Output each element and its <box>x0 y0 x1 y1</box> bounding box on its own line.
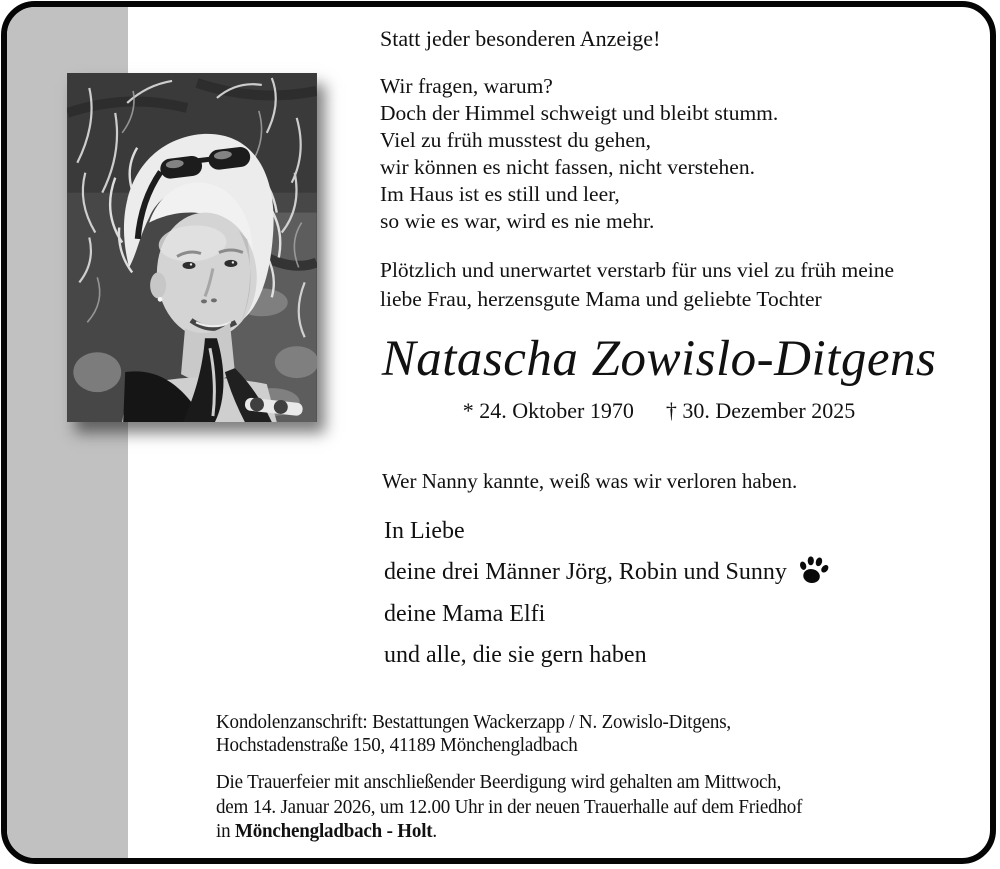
deceased-name: Natascha Zowislo-Ditgens <box>381 331 937 387</box>
funeral-location-suffix: . <box>432 820 437 843</box>
poem-line: so wie es war, wird es nie mehr. <box>380 209 655 233</box>
paw-print-icon <box>798 556 829 585</box>
condolence-line: Hochstadenstraße 150, 41189 Mönchengladbach <box>216 733 578 756</box>
poem-line: Wir fragen, warum? <box>380 74 553 98</box>
remembrance-line: Wer Nanny kannte, weiß was wir verloren haben. <box>382 469 798 493</box>
funeral-line: dem 14. Januar 2026, um 12.00 Uhr in der neuen Trauerhalle auf dem Friedhof <box>216 795 803 818</box>
mourner-line: In Liebe <box>384 518 465 544</box>
mourner-line: und alle, die sie gern haben <box>384 641 647 668</box>
mourner-line <box>384 552 829 593</box>
funeral-location: Mönchengladbach - Holt <box>234 820 433 843</box>
life-dates <box>378 398 940 424</box>
poem-line: wir können es nicht fassen, nicht verstehen. <box>380 155 755 179</box>
portrait-illustration <box>67 73 317 422</box>
death-date: † 30. Dezember 2025 <box>665 398 856 423</box>
intro-text <box>380 256 894 313</box>
mourner-line-text: deine drei Männer Jörg, Robin und Sunny <box>384 559 787 586</box>
funeral-line: Die Trauerfeier mit anschließender Beerdigung wird gehalten am Mittwoch, <box>216 771 782 793</box>
funeral-line <box>216 819 802 844</box>
birth-date: * 24. Oktober 1970 <box>462 398 634 423</box>
poem-line: Im Haus ist es still und leer, <box>380 182 620 206</box>
funeral-location-prefix: in <box>216 820 235 843</box>
portrait-photo <box>67 73 317 422</box>
intro-line: liebe Frau, herzensgute Mama und geliebte Tochter <box>380 286 822 311</box>
funeral-details <box>216 770 802 844</box>
memorial-poem <box>380 73 778 235</box>
poem-line: Doch der Himmel schweigt und bleibt stumm. <box>380 101 779 125</box>
mourner-line: deine Mama Elfi <box>384 600 546 627</box>
preface-line: Statt jeder besonderen Anzeige! <box>380 26 661 51</box>
intro-line: Plötzlich und unerwartet verstarb für uns viel zu früh meine <box>380 258 895 282</box>
mourners-block <box>384 511 829 676</box>
condolence-line: Kondolenzanschrift: Bestattungen Wackerzapp / N. Zowislo-Ditgens, <box>216 711 732 733</box>
condolence-address <box>216 711 731 756</box>
poem-line: Viel zu früh musstest du gehen, <box>380 128 651 152</box>
